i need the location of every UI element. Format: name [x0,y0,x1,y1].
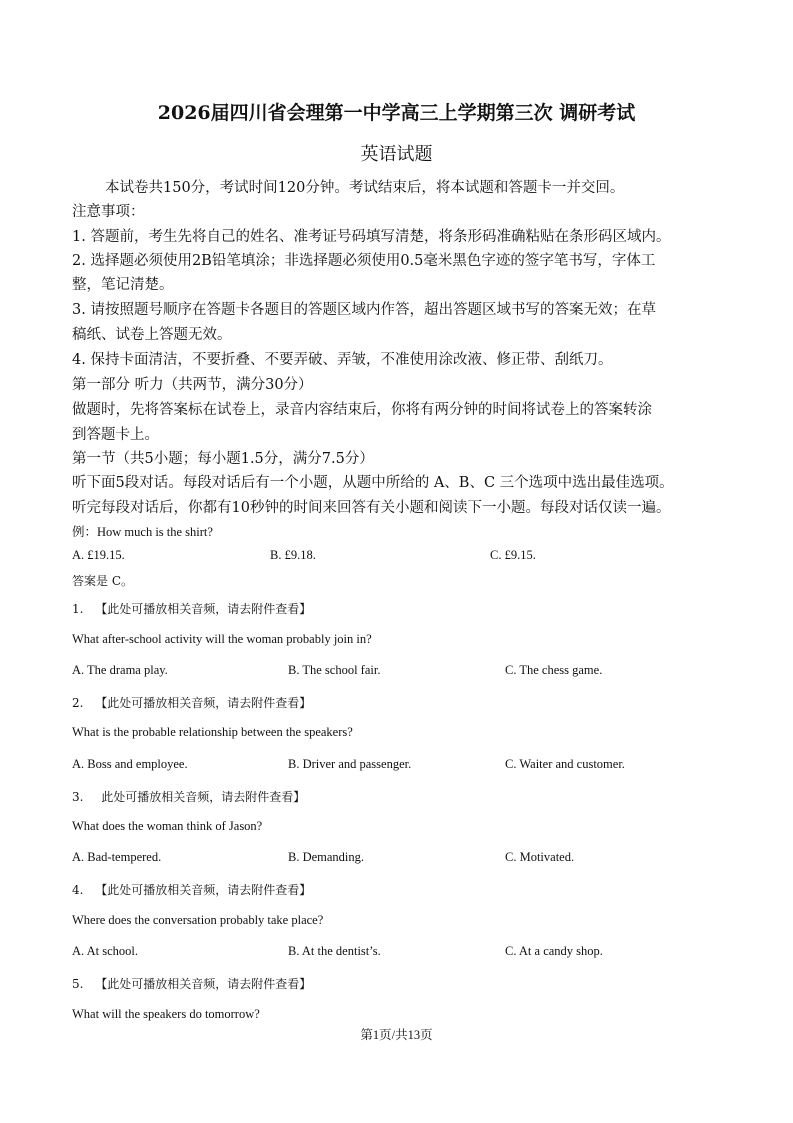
part1-heading: 第一部分 听力（共两节，满分30分） [72,377,313,393]
audio-placeholder[interactable]: 此处可播放相关音频，请去附件查看】 [101,790,306,804]
question-number: 3. [72,790,84,804]
question-4-text: Where does the conversation probably take place? [72,913,324,927]
audio-placeholder[interactable]: 【此处可播放相关音频，请去附件查看】 [95,602,312,616]
question-3-text: What does the woman think of Jason? [72,819,263,833]
question-3-option-b: B. Demanding. [288,850,365,864]
question-number: 2. [72,696,84,710]
question-1-text: What after-school activity will the woman probably join in? [72,632,372,646]
section1-heading: 第一节（共5小题；每小题1.5分，满分7.5分） [72,451,374,467]
question-number: 1. [72,602,84,616]
intro-text: 本试卷共150分，考试时间120分钟。考试结束后，将本试题和答题卡一并交回。 [105,180,625,196]
question-4-option-b: B. At the dentist’s. [288,944,381,958]
page-footer: 第1页/共13页 [360,1028,433,1042]
question-4-audio[interactable] [72,881,311,898]
question-4-option-a: A. At school. [72,944,138,958]
note-2-line-1: 2. 选择题必须使用2B铅笔填涂；非选择题必须使用0.5毫米黑色字迹的签字笔书写，字体工 [72,253,656,269]
question-2-audio[interactable] [72,694,311,711]
question-1-audio[interactable] [72,600,311,617]
part1-instruction-line-1: 做题时，先将答案标在试卷上，录音内容结束后，你将有两分钟的时间将试卷上的答案转涂 [72,402,652,418]
audio-placeholder[interactable]: 【此处可播放相关音频，请去附件查看】 [95,696,312,710]
question-3-audio[interactable] [72,788,305,805]
audio-placeholder[interactable]: 【此处可播放相关音频，请去附件查看】 [95,977,312,991]
note-2-line-2: 整，笔记清楚。 [72,277,174,293]
question-2-option-c: C. Waiter and customer. [505,757,625,771]
section1-instruction-line-1: 听下面5段对话。每段对话后有一个小题，从题中所给的 A、B、C 三个选项中选出最佳选项。 [72,475,674,491]
question-2-text: What is the probable relationship between the speakers? [72,725,353,739]
audio-placeholder[interactable]: 【此处可播放相关音频，请去附件查看】 [95,883,312,897]
question-5-text: What will the speakers do tomorrow? [72,1007,260,1021]
question-2-option-a: A. Boss and employee. [72,757,188,771]
page-subtitle: 英语试题 [360,144,433,165]
example-option-a: A. £19.15. [72,548,125,562]
question-1-option-c: C. The chess game. [505,663,603,677]
note-3-line-2: 稿纸、试卷上答题无效。 [72,327,232,343]
page-title: 2026届四川省会理第一中学高三上学期第三次 调研考试 [157,102,636,124]
example-option-c: C. £9.15. [490,548,536,562]
part1-instruction-line-2: 到答题卡上。 [72,427,159,443]
example-answer: 答案是 C。 [72,574,133,588]
note-4: 4. 保持卡面清洁，不要折叠、不要弄破、弄皱，不准使用涂改液、修正带、刮纸刀。 [72,352,613,368]
question-5-audio[interactable] [72,975,311,992]
question-number: 5. [72,977,84,991]
question-3-option-a: A. Bad-tempered. [72,850,162,864]
question-4-option-c: C. At a candy shop. [505,944,603,958]
notes-heading: 注意事项： [72,204,145,220]
question-3-option-c: C. Motivated. [505,850,575,864]
note-1: 1. 答题前，考生先将自己的姓名、准考证号码填写清楚，将条形码准确粘贴在条形码区域内。 [72,229,671,245]
question-number: 4. [72,883,84,897]
example-question: 例：How much is the shirt? [72,525,213,539]
example-option-b: B. £9.18. [270,548,316,562]
section1-instruction-line-2: 听完每段对话后，你都有10秒钟的时间来回答有关小题和阅读下一小题。每段对话仅读一遍。 [72,500,671,516]
question-1-option-a: A. The drama play. [72,663,168,677]
question-1-option-b: B. The school fair. [288,663,381,677]
question-2-option-b: B. Driver and passenger. [288,757,412,771]
note-3-line-1: 3. 请按照题号顺序在答题卡各题目的答题区域内作答，超出答题区域书写的答案无效；在草 [72,302,656,318]
